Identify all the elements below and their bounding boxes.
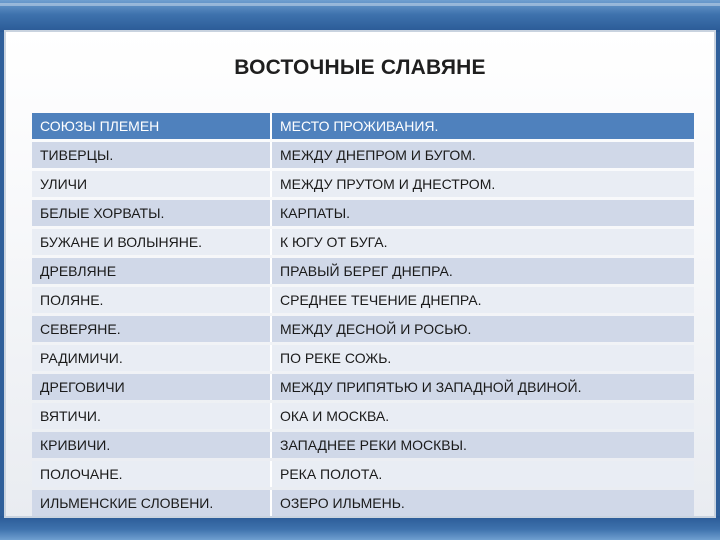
table-header-row <box>32 113 694 139</box>
tribe-name-cell: СЕВЕРЯНЕ. <box>32 316 272 342</box>
location-cell: ПРАВЫЙ БЕРЕГ ДНЕПРА. <box>272 258 694 284</box>
location-cell: СРЕДНЕЕ ТЕЧЕНИЕ ДНЕПРА. <box>272 287 694 313</box>
tribe-name-cell: ТИВЕРЦЫ. <box>32 142 272 168</box>
table-row <box>32 200 694 226</box>
slide-title: ВОСТОЧНЫЕ СЛАВЯНЕ <box>234 56 486 79</box>
tribe-name-cell: ДРЕГОВИЧИ <box>32 374 272 400</box>
location-cell: ОКА И МОСКВА. <box>272 403 694 429</box>
table-row <box>32 432 694 458</box>
location-cell: К ЮГУ ОТ БУГА. <box>272 229 694 255</box>
tribe-name-cell: БЕЛЫЕ ХОРВАТЫ. <box>32 200 272 226</box>
table-row <box>32 142 694 168</box>
header-cell-tribes: СОЮЗЫ ПЛЕМЕН <box>32 113 272 139</box>
location-cell: МЕЖДУ ДЕСНОЙ И РОСЬЮ. <box>272 316 694 342</box>
tribes-table <box>32 110 694 519</box>
header-cell-location: МЕСТО ПРОЖИВАНИЯ. <box>272 113 694 139</box>
table-row <box>32 229 694 255</box>
location-cell: МЕЖДУ ДНЕПРОМ И БУГОМ. <box>272 142 694 168</box>
location-cell: МЕЖДУ ПРУТОМ И ДНЕСТРОМ. <box>272 171 694 197</box>
tribe-name-cell: ДРЕВЛЯНЕ <box>32 258 272 284</box>
tribe-name-cell: ВЯТИЧИ. <box>32 403 272 429</box>
tribe-name-cell: КРИВИЧИ. <box>32 432 272 458</box>
location-cell: ПО РЕКЕ СОЖЬ. <box>272 345 694 371</box>
tribe-name-cell: БУЖАНЕ И ВОЛЫНЯНЕ. <box>32 229 272 255</box>
table-row <box>32 490 694 516</box>
top-frame-stripe <box>0 3 720 6</box>
location-cell: ОЗЕРО ИЛЬМЕНЬ. <box>272 490 694 516</box>
table-row <box>32 345 694 371</box>
table-row <box>32 171 694 197</box>
location-cell: РЕКА ПОЛОТА. <box>272 461 694 487</box>
table-row <box>32 258 694 284</box>
bottom-frame-band <box>0 516 720 540</box>
tribe-name-cell: ПОЛЯНЕ. <box>32 287 272 313</box>
location-cell: МЕЖДУ ПРИПЯТЬЮ И ЗАПАДНОЙ ДВИНОЙ. <box>272 374 694 400</box>
tribe-name-cell: УЛИЧИ <box>32 171 272 197</box>
location-cell: КАРПАТЫ. <box>272 200 694 226</box>
table-row <box>32 374 694 400</box>
tribe-name-cell: РАДИМИЧИ. <box>32 345 272 371</box>
table-row <box>32 461 694 487</box>
tribe-name-cell: ПОЛОЧАНЕ. <box>32 461 272 487</box>
table-row <box>32 403 694 429</box>
location-cell: ЗАПАДНЕЕ РЕКИ МОСКВЫ. <box>272 432 694 458</box>
table-row <box>32 316 694 342</box>
table-row <box>32 287 694 313</box>
tribe-name-cell: ИЛЬМЕНСКИЕ СЛОВЕНИ. <box>32 490 272 516</box>
